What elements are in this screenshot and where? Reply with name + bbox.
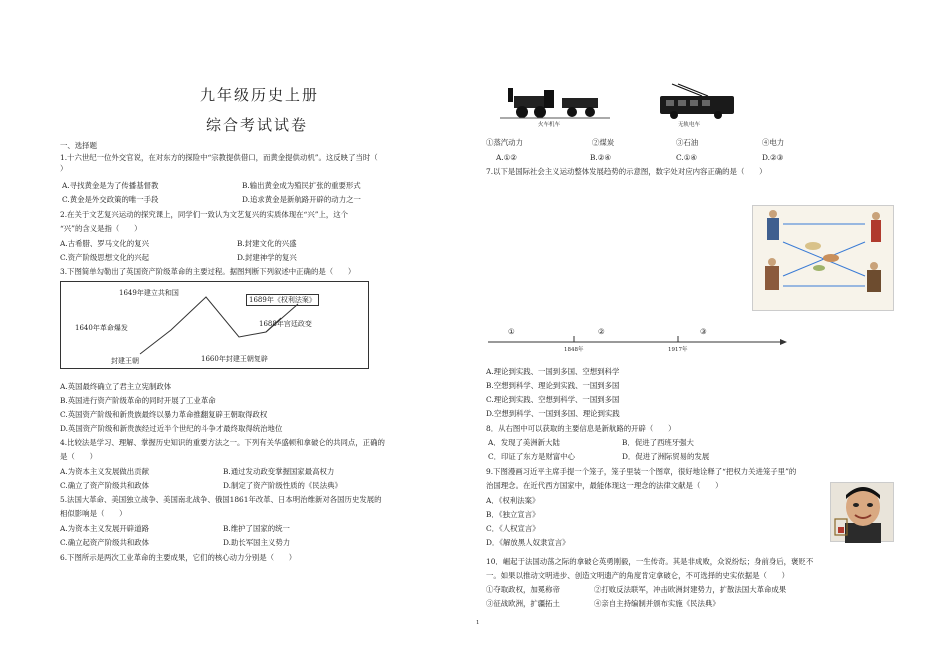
trade-route-map-image <box>752 205 894 311</box>
q2-stem-line2: “兴”的含义是指（ ） <box>60 224 142 233</box>
q3-diagram <box>60 281 369 369</box>
q6-option-c: C.①④ <box>676 153 697 162</box>
q1-stem-end: ） <box>60 164 68 173</box>
q2-option-b: B.封建文化的兴盛 <box>237 239 297 248</box>
q6-option-d: D.②③ <box>762 153 784 162</box>
q3-option-c: C.英国资产阶级和新贵族最终以暴力革命推翻复辟王朝取得政权 <box>60 410 268 419</box>
q4-stem-line2: 是（ ） <box>60 452 97 461</box>
q5-stem: 5.法国大革命、美国独立战争、美国南北战争、俄国1861年改革、日本明治维新对各国历史发展的 <box>60 495 382 504</box>
q6-option-b: B.②④ <box>590 153 612 162</box>
q5-option-b: B.维护了国家的统一 <box>223 524 290 533</box>
q7-stem: 7.以下是国际社会主义运动整体发展趋势的示意图，数字处对应内容正确的是（ ） <box>486 167 767 176</box>
q7-option-b: B.空想到科学、理论到实践、一国到多国 <box>486 381 620 390</box>
q10-item-1: ①夺取政权，加冕称帝 <box>486 585 560 594</box>
q6-item-1: ①蒸汽动力 <box>486 138 523 147</box>
q7-timeline <box>488 326 788 360</box>
q10-stem: 10．崛起于法国动荡之际的拿破仑英勇刚毅，一生传奇。其是非成败，众说纷纭；身前身后，褒贬不 <box>486 557 814 566</box>
steam-locomotive-caption: 火车机车 <box>538 122 561 128</box>
q3-label-1688: 1688年宫廷政变 <box>259 320 312 328</box>
q5-option-a: A.为资本主义发展开辟道路 <box>60 524 149 533</box>
q2-option-c: C.资产阶级思想文化的兴起 <box>60 253 150 262</box>
q4-option-c: C.确立了资产阶级共和政体 <box>60 481 150 490</box>
q1-option-d: D.追求黄金是新航路开辟的动力之一 <box>242 195 361 204</box>
q1-stem: 1.十六世纪一位外交官说，在对东方的探险中“宗教提供借口，而黄金提供动机”。这反映了当时（ <box>60 153 378 162</box>
steam-locomotive-image <box>500 82 610 128</box>
q9-stem-line2: 治国理念。在近代西方国家中，最能体现这一理念的法律文献是（ ） <box>486 481 723 490</box>
q6-item-3: ③石油 <box>676 138 699 147</box>
q4-option-a: A.为资本主义发展做出贡献 <box>60 467 149 476</box>
q3-label-1689: 1689年《权利法案》 <box>246 294 319 306</box>
q8-option-b: B．促进了西班牙强大 <box>622 438 694 447</box>
q3-stem: 3.下图简单勾勒出了英国资产阶级革命的主要过程。据图判断下列叙述中正确的是（ ） <box>60 267 356 276</box>
q7-mark-3: ③ <box>700 327 707 336</box>
q3-option-b: B.英国进行资产阶级革命的同时开展了工业革命 <box>60 396 216 405</box>
q3-option-d: D.英国资产阶级和新贵族经过近半个世纪的斗争才最终取得统治地位 <box>60 424 283 433</box>
q1-option-c: C.黄金是外交政策的唯一手段 <box>62 195 159 204</box>
q3-label-1660: 1660年封建王朝复辟 <box>201 355 268 363</box>
q8-stem: 8．从右图中可以获取的主要信息是新航路的开辟（ ） <box>486 424 676 433</box>
q8-option-a: A．发现了美洲新大陆 <box>488 438 560 447</box>
page-number: 1 <box>476 620 480 626</box>
q6-item-4: ④电力 <box>762 138 785 147</box>
q4-option-d: D.制定了资产阶级性质的《民法典》 <box>223 481 342 490</box>
q7-year-1848: 1848年 <box>564 347 584 353</box>
q8-option-d: D．促进了洲际贸易的发展 <box>622 452 710 461</box>
q7-option-d: D.空想到科学、一国到多国、理论到实践 <box>486 409 620 418</box>
q8-option-c: C．印证了东方是财富中心 <box>488 452 575 461</box>
q7-option-c: C.理论到实践、空想到科学、一国到多国 <box>486 395 620 404</box>
q4-option-b: B.通过发动政变掌握国家最高权力 <box>223 467 335 476</box>
q9-option-c: C．《人权宣言》 <box>486 524 540 533</box>
trolleybus-image <box>652 82 742 128</box>
q9-option-d: D．《解放黑人奴隶宣言》 <box>486 538 570 547</box>
q6-stem: 6.下图所示是两次工业革命的主要成果，它们的核心动力分别是（ ） <box>60 553 297 562</box>
q3-option-a: A.英国最终确立了君主立宪制政体 <box>60 382 172 391</box>
q5-option-c: C.确立起资产阶级共和政体 <box>60 538 150 547</box>
q9-option-b: B．《独立宣言》 <box>486 510 540 519</box>
q6-item-2: ②煤炭 <box>592 138 615 147</box>
q10-item-2: ②打败反法联军，冲击欧洲封建势力，扩散法国大革命成果 <box>594 585 787 594</box>
q1-option-a: A.寻找黄金是为了传播基督教 <box>62 181 159 190</box>
q7-year-1917: 1917年 <box>668 347 688 353</box>
q3-label-1649: 1649年建立共和国 <box>119 289 179 297</box>
q10-stem-line2: 一。如果以推动文明进步、创造文明遗产的角度肯定拿破仑，不可选择的史实依据是（ ） <box>486 571 790 580</box>
q4-stem: 4.比较法是学习、理解、掌握历史知识的重要方法之一。下列有关华盛顿和拿破仑的共同点，正确的 <box>60 438 385 447</box>
q1-option-b: B.输出黄金成为殖民扩张的重要形式 <box>242 181 361 190</box>
q2-stem: 2.在关于文艺复兴运动的探究课上，同学们一致认为文艺复兴的实质体现在“兴”上，这个 <box>60 210 349 219</box>
q10-item-3: ③征战欧洲，扩疆拓土 <box>486 599 560 608</box>
q10-item-4: ④亲自主持编制并颁布实施《民法典》 <box>594 599 720 608</box>
q5-stem-line2: 相似影响是（ ） <box>60 509 127 518</box>
q2-option-d: D.封建神学的复兴 <box>237 253 297 262</box>
q6-option-a: A.①② <box>496 153 517 162</box>
q7-mark-2: ② <box>598 327 605 336</box>
paper-subtitle: 综合考试试卷 <box>206 116 309 134</box>
q9-option-a: A．《权利法案》 <box>486 496 540 505</box>
paper-title: 九年级历史上册 <box>200 86 320 104</box>
q3-label-feudal: 封建王朝 <box>111 357 139 365</box>
q7-option-a: A.理论到实践、一国到多国、空想到科学 <box>486 367 620 376</box>
q9-stem: 9.下图漫画习近平主席手提一个笼子，笼子里装一个图章，很好地诠释了“把权力关进笼子里”的 <box>486 467 797 476</box>
section-heading: 一、选择题 <box>60 141 97 150</box>
q3-label-1640: 1640年革命爆发 <box>75 324 128 332</box>
q9-cartoon-image <box>830 482 894 542</box>
trolleybus-caption: 无轨电车 <box>678 122 701 128</box>
q7-timeline-arrow <box>780 339 787 345</box>
q7-mark-1: ① <box>508 327 515 336</box>
q5-option-d: D.助长军国主义势力 <box>223 538 291 547</box>
q2-option-a: A.古希腊、罗马文化的复兴 <box>60 239 149 248</box>
